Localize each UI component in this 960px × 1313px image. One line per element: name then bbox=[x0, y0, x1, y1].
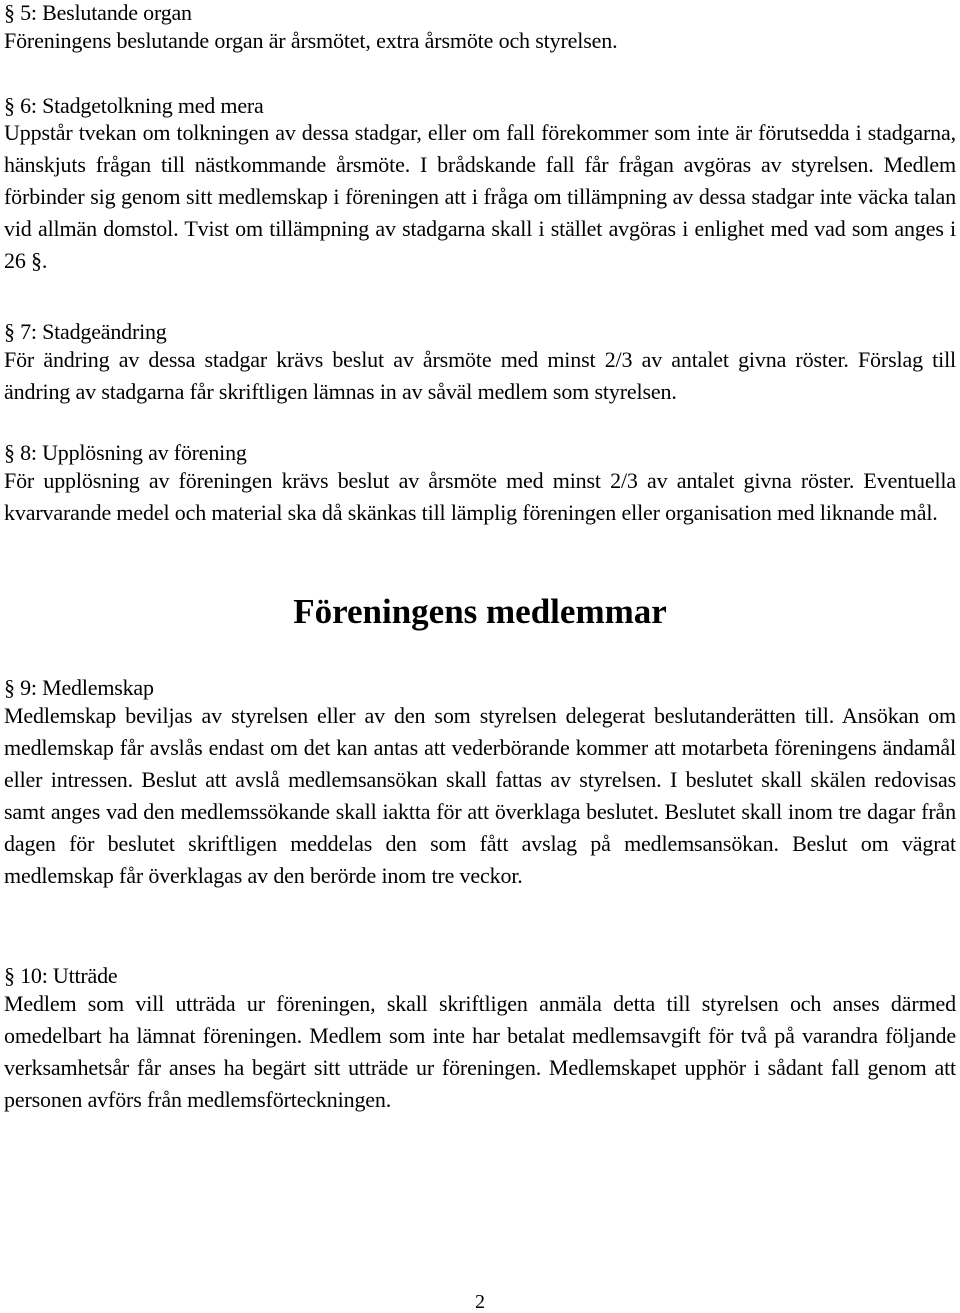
section-heading: § 5: Beslutande organ bbox=[4, 0, 192, 25]
section-heading: § 6: Stadgetolkning med mera bbox=[4, 93, 264, 118]
section-5 bbox=[4, 0, 956, 54]
section-heading: § 9: Medlemskap bbox=[4, 675, 154, 700]
section-body: Föreningens beslutande organ är årsmötet, extra årsmöte och styrelsen. bbox=[4, 28, 618, 53]
section-7 bbox=[4, 319, 956, 408]
section-6 bbox=[4, 93, 956, 277]
section-heading: § 7: Stadgeändring bbox=[4, 319, 167, 344]
section-body: För ändring av dessa stadgar krävs beslut av årsmöte med minst 2/3 av antalet givna röster. Förslag till ändring av stadgarna får skriftligen lämnas in av såväl medlem som styrelsen. bbox=[4, 347, 956, 404]
chapter-title: Föreningens medlemmar bbox=[293, 592, 667, 631]
section-10 bbox=[4, 963, 956, 1116]
section-body: Medlemskap beviljas av styrelsen eller av den som styrelsen delegerat beslutanderätten till. Ansökan om medlemskap får avslås endast om det kan antas att vederbörande kommer att motarbeta föreningens ändamål eller intressen. Beslut att avslå medlemsansökan skall fattas av styrelsen. I beslutet skall skälen redovisas samt anges vad den medlemssökande skall iaktta för att överklaga beslutet. Beslutet skall inom tre dagar från dagen för beslutet skriftligen meddelas den som fått avslag på medlemsansökan. Beslut om vägrat medlemskap får överklagas av den berörde inom tre veckor. bbox=[4, 703, 956, 888]
section-heading: § 10: Utträde bbox=[4, 963, 118, 988]
page-number: 2 bbox=[475, 1291, 485, 1313]
section-heading: § 8: Upplösning av förening bbox=[4, 440, 247, 465]
section-body: Uppstår tvekan om tolkningen av dessa stadgar, eller om fall förekommer som inte är förutsedda i stadgarna, hänskjuts frågan till nästkommande årsmöte. I brådskande fall får frågan avgöras av styrelsen. Medlem förbinder sig genom sitt medlemskap i föreningen att i fråga om tillämpning av dessa stadgar inte väcka talan vid allmän domstol. Tvist om tillämpning av stadgarna skall i stället avgöras i enlighet med vad som anges i 26 §. bbox=[4, 120, 956, 273]
section-body: Medlem som vill utträda ur föreningen, skall skriftligen anmäla detta till styrelsen och anses därmed omedelbart ha lämnat föreningen. Medlem som inte har betalat medlemsavgift för två på varandra följande verksamhetsår får anses ha begärt sitt utträde ur föreningen. Medlemskapet upphör i sådant fall genom att personen avförs från medlemsförteckningen. bbox=[4, 991, 956, 1112]
section-8 bbox=[4, 440, 956, 529]
section-body: För upplösning av föreningen krävs beslut av årsmöte med minst 2/3 av antalet givna röster. Eventuella kvarvarande medel och material ska då skänkas till lämplig föreningen eller organisation med liknande mål. bbox=[4, 468, 956, 525]
section-9 bbox=[4, 675, 956, 892]
